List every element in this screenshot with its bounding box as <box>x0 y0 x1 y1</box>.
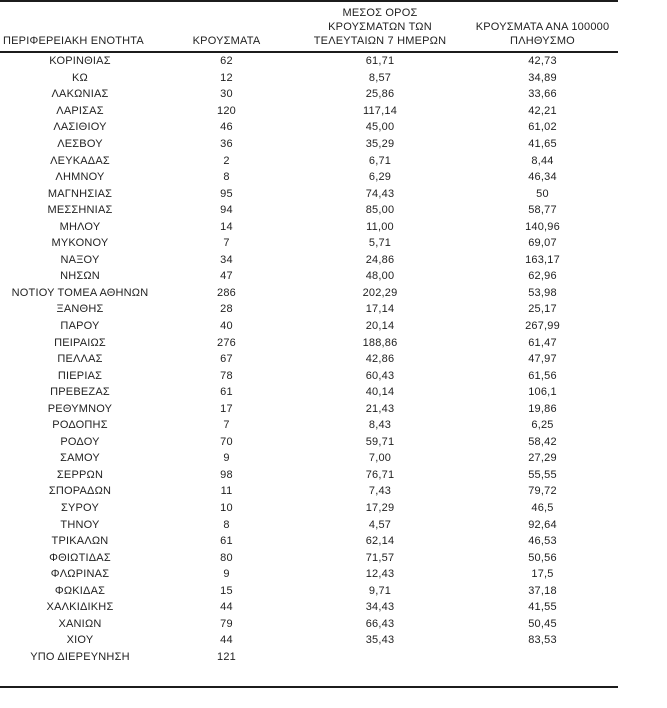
table-body <box>0 53 618 665</box>
regional-unit-cell: ΧΑΛΚΙΔΙΚΗΣ <box>46 601 114 614</box>
regional-unit-cell: ΚΩ <box>72 71 88 84</box>
per-100000-cell: 50,45 <box>528 617 557 630</box>
cases-cell: 7 <box>223 419 230 432</box>
regional-unit-cell: ΡΕΘΥΜΝΟΥ <box>47 402 113 415</box>
per-100000-cell: 46,53 <box>528 535 557 548</box>
header-7day-average: ΜΕΣΟΣ ΟΡΟΣ ΚΡΟΥΣΜΑΤΩΝ ΤΩΝ ΤΕΛΕΥΤΑΙΩΝ 7 ΗΜΕΡΩΝ <box>313 7 447 47</box>
regional-unit-cell: ΠΙΕΡΙΑΣ <box>57 369 103 382</box>
table-row <box>0 119 618 136</box>
avg-7day-cell: 60,43 <box>365 369 395 382</box>
table-row <box>0 599 618 616</box>
cases-cell: 11 <box>220 485 233 498</box>
header-cases-per-100000: ΚΡΟΥΣΜΑΤΑ ΑΝΑ 100000 ΠΛΗΘΥΣΜΟ <box>475 21 610 47</box>
table-row <box>0 533 618 550</box>
per-100000-cell: 41,65 <box>528 138 557 150</box>
regional-unit-cell: ΠΕΙΡΑΙΩΣ <box>54 336 106 349</box>
per-100000-cell: 55,55 <box>528 468 557 481</box>
table-bottom-rule <box>0 686 618 688</box>
avg-7day-cell: 42,86 <box>365 353 395 366</box>
avg-7day-cell: 188,86 <box>362 336 398 349</box>
per-100000-cell: 61,02 <box>528 121 557 134</box>
per-100000-cell: 83,53 <box>528 634 557 647</box>
avg-7day-cell: 17,14 <box>365 303 395 316</box>
header-cases <box>160 34 293 48</box>
table-header-row <box>0 0 618 53</box>
avg-7day-cell: 74,43 <box>365 187 395 200</box>
cases-cell: 15 <box>220 584 233 597</box>
table-row <box>0 549 618 566</box>
avg-7day-cell: 6,71 <box>368 154 392 167</box>
per-100000-cell: 42,21 <box>528 104 557 117</box>
per-100000-cell: 25,17 <box>528 303 557 316</box>
per-100000-cell: 33,66 <box>528 88 557 101</box>
regional-unit-cell: ΦΘΙΩΤΙΔΑΣ <box>49 551 111 564</box>
table-row <box>0 185 618 202</box>
avg-7day-cell: 40,14 <box>365 386 395 399</box>
regional-unit-cell: ΡΟΔΟΠΗΣ <box>52 419 108 432</box>
regional-unit-cell: ΝΟΤΙΟΥ ΤΟΜΕΑ ΑΘΗΝΩΝ <box>11 286 149 299</box>
regional-unit-cell: ΛΑΡΙΣΑΣ <box>56 104 104 117</box>
regional-unit-cell: ΝΑΞΟΥ <box>60 253 100 266</box>
per-100000-cell: 58,42 <box>528 435 557 448</box>
cases-cell: 44 <box>220 634 233 647</box>
avg-7day-cell: 8,57 <box>368 71 392 84</box>
cases-cell: 276 <box>217 336 236 349</box>
cases-cell: 62 <box>220 55 233 68</box>
cases-cell: 9 <box>223 568 230 581</box>
cases-cell: 14 <box>220 220 233 233</box>
table-row <box>0 86 618 103</box>
table-row <box>0 583 618 600</box>
table-row <box>0 483 618 500</box>
regional-unit-cell: ΡΟΔΟΥ <box>60 435 100 448</box>
per-100000-cell: 106,1 <box>528 386 557 399</box>
table-row <box>0 218 618 235</box>
cases-cell: 9 <box>223 452 230 465</box>
cases-cell: 30 <box>220 88 233 101</box>
table-row <box>0 152 618 169</box>
regional-unit-cell: ΜΥΚΟΝΟΥ <box>51 237 109 250</box>
header-cases-label: ΚΡΟΥΣΜΑΤΑ <box>192 35 261 47</box>
cases-cell: 80 <box>220 551 233 564</box>
per-100000-cell: 17,5 <box>531 568 554 581</box>
cases-cell: 70 <box>220 435 233 448</box>
avg-7day-cell: 5,71 <box>368 237 392 250</box>
table-row <box>0 434 618 451</box>
cases-cell: 40 <box>220 320 233 333</box>
regional-unit-cell: ΜΗΛΟΥ <box>59 220 101 233</box>
per-100000-cell: 50 <box>536 187 549 200</box>
per-100000-cell: 61,56 <box>528 369 557 382</box>
regional-unit-cell: ΛΑΚΩΝΙΑΣ <box>51 88 109 101</box>
avg-7day-cell: 20,14 <box>365 320 395 333</box>
per-100000-cell: 61,47 <box>528 336 557 349</box>
table-row <box>0 235 618 252</box>
cases-cell: 17 <box>220 402 233 415</box>
avg-7day-cell: 76,71 <box>365 468 395 481</box>
regional-unit-cell: ΤΗΝΟΥ <box>60 518 100 531</box>
cases-cell: 78 <box>220 369 233 382</box>
per-100000-cell: 41,55 <box>528 601 557 614</box>
regional-unit-cell: ΦΩΚΙΔΑΣ <box>54 584 106 597</box>
cases-cell: 2 <box>223 154 230 167</box>
avg-7day-cell: 4,57 <box>368 518 392 531</box>
cases-cell: 61 <box>220 386 233 399</box>
regional-unit-cell: ΠΡΕΒΕΖΑΣ <box>50 386 110 399</box>
per-100000-cell: 58,77 <box>528 204 557 217</box>
regional-unit-cell: ΛΕΥΚΑΔΑΣ <box>50 154 110 167</box>
table-row <box>0 417 618 434</box>
per-100000-cell: 8,44 <box>531 154 554 167</box>
per-100000-cell: 267,99 <box>525 320 560 333</box>
table-row <box>0 566 618 583</box>
table-row <box>0 301 618 318</box>
per-100000-cell: 62,96 <box>528 270 557 283</box>
cases-cell: 34 <box>220 253 233 266</box>
regional-unit-cell: ΥΠΟ ΔΙΕΡΕΥΝΗΣΗ <box>30 650 130 663</box>
avg-7day-cell: 35,43 <box>365 634 395 647</box>
regional-unit-cell: ΦΛΩΡΙΝΑΣ <box>50 568 110 581</box>
per-100000-cell: 50,56 <box>528 551 557 564</box>
cases-cell: 36 <box>220 138 233 150</box>
table-row <box>0 334 618 351</box>
regional-unit-cell: ΝΗΣΩΝ <box>60 270 100 283</box>
cases-cell: 10 <box>220 502 233 515</box>
table-row <box>0 400 618 417</box>
regional-unit-cell: ΧΙΟΥ <box>66 634 94 647</box>
avg-7day-cell: 117,14 <box>362 104 398 117</box>
cases-cell: 67 <box>220 353 233 366</box>
avg-7day-cell: 35,29 <box>365 138 395 150</box>
table-row <box>0 103 618 120</box>
table-row <box>0 649 618 666</box>
table-row <box>0 500 618 517</box>
avg-7day-cell: 25,86 <box>365 88 395 101</box>
table-row <box>0 450 618 467</box>
avg-7day-cell: 11,00 <box>366 220 394 233</box>
per-100000-cell: 47,97 <box>528 353 557 366</box>
avg-7day-cell: 7,00 <box>368 452 392 465</box>
regional-unit-cell: ΣΥΡΟΥ <box>60 502 99 515</box>
avg-7day-cell: 9,71 <box>368 584 392 597</box>
regional-unit-cell: ΜΑΓΝΗΣΙΑΣ <box>47 187 113 200</box>
regional-unit-cell: ΣΕΡΡΩΝ <box>56 468 104 481</box>
table-row <box>0 268 618 285</box>
avg-7day-cell: 45,00 <box>365 121 395 134</box>
avg-7day-cell: 8,43 <box>368 419 392 432</box>
avg-7day-cell: 66,43 <box>365 617 395 630</box>
cases-cell: 95 <box>220 187 233 200</box>
regional-unit-cell: ΠΑΡΟΥ <box>60 320 100 333</box>
regional-unit-cell: ΣΑΜΟΥ <box>60 452 100 465</box>
per-100000-cell: 46,34 <box>528 171 557 184</box>
regional-unit-cell: ΜΕΣΣΗΝΙΑΣ <box>47 204 113 217</box>
per-100000-cell: 6,25 <box>531 419 554 432</box>
regional-unit-cell: ΤΡΙΚΑΛΩΝ <box>51 535 109 548</box>
table-row <box>0 202 618 219</box>
cases-cell: 61 <box>220 535 233 548</box>
cases-cell: 7 <box>223 237 230 250</box>
header-regional-unit <box>0 34 160 48</box>
cases-cell: 28 <box>220 303 233 316</box>
per-100000-cell: 163,17 <box>525 253 560 266</box>
cases-cell: 12 <box>220 71 233 84</box>
table-row <box>0 318 618 335</box>
cases-cell: 8 <box>223 518 230 531</box>
avg-7day-cell: 17,29 <box>365 502 395 515</box>
avg-7day-cell: 71,57 <box>365 551 395 564</box>
per-100000-cell: 19,86 <box>528 402 557 415</box>
avg-7day-cell: 61,71 <box>365 55 395 68</box>
avg-7day-cell: 34,43 <box>365 601 395 614</box>
cases-cell: 286 <box>217 286 236 299</box>
table-row <box>0 136 618 153</box>
table-row <box>0 351 618 368</box>
avg-7day-cell: 48,00 <box>365 270 395 283</box>
cases-cell: 98 <box>220 468 233 481</box>
regional-unit-cell: ΚΟΡΙΝΘΙΑΣ <box>49 55 111 68</box>
per-100000-cell: 42,73 <box>528 55 557 68</box>
table-row <box>0 616 618 633</box>
per-100000-cell: 27,29 <box>528 452 557 465</box>
cases-cell: 94 <box>220 204 233 217</box>
header-regional-unit-label: ΠΕΡΙΦΕΡΕΙΑΚΗ ΕΝΟΤΗΤΑ <box>3 35 144 47</box>
avg-7day-cell: 6,29 <box>368 171 392 184</box>
avg-7day-cell: 12,43 <box>365 568 395 581</box>
regional-unit-cell: ΞΑΝΘΗΣ <box>56 303 104 316</box>
cases-cell: 8 <box>223 171 230 184</box>
per-100000-cell: 34,89 <box>528 71 557 84</box>
per-100000-cell: 140,96 <box>525 220 560 233</box>
avg-7day-cell: 59,71 <box>365 435 395 448</box>
per-100000-cell: 37,18 <box>528 584 557 597</box>
avg-7day-cell: 202,29 <box>362 286 398 299</box>
avg-7day-cell: 7,43 <box>368 485 392 498</box>
per-100000-cell: 79,72 <box>528 485 557 498</box>
avg-7day-cell: 85,00 <box>365 204 395 217</box>
table-row <box>0 53 618 70</box>
per-100000-cell: 69,07 <box>528 237 557 250</box>
table-row <box>0 467 618 484</box>
table-row <box>0 169 618 186</box>
cases-cell: 44 <box>220 601 233 614</box>
per-100000-cell: 92,64 <box>528 518 557 531</box>
cases-cell: 120 <box>217 104 236 117</box>
regional-unit-cell: ΛΗΜΝΟΥ <box>55 171 105 184</box>
table-row <box>0 70 618 87</box>
avg-7day-cell: 62,14 <box>365 535 395 548</box>
per-100000-cell: 53,98 <box>528 286 557 299</box>
table-row <box>0 252 618 269</box>
table-row <box>0 367 618 384</box>
avg-7day-cell: 24,86 <box>365 253 395 266</box>
cases-cell: 47 <box>220 270 233 283</box>
cases-cell: 121 <box>217 650 236 663</box>
regional-unit-cell: ΛΕΣΒΟΥ <box>57 138 103 150</box>
table-row <box>0 632 618 649</box>
regional-unit-cell: ΠΕΛΛΑΣ <box>57 353 103 366</box>
regional-unit-cell: ΧΑΝΙΩΝ <box>58 617 102 630</box>
regional-unit-cell: ΛΑΣΙΘΙΟΥ <box>53 121 107 134</box>
table-row <box>0 516 618 533</box>
table-row <box>0 384 618 401</box>
table-row <box>0 285 618 302</box>
regional-unit-cell: ΣΠΟΡΑΔΩΝ <box>48 485 112 498</box>
avg-7day-cell: 21,43 <box>365 402 395 415</box>
cases-cell: 79 <box>220 617 233 630</box>
cases-cell: 46 <box>220 121 233 134</box>
per-100000-cell: 46,5 <box>531 502 554 515</box>
